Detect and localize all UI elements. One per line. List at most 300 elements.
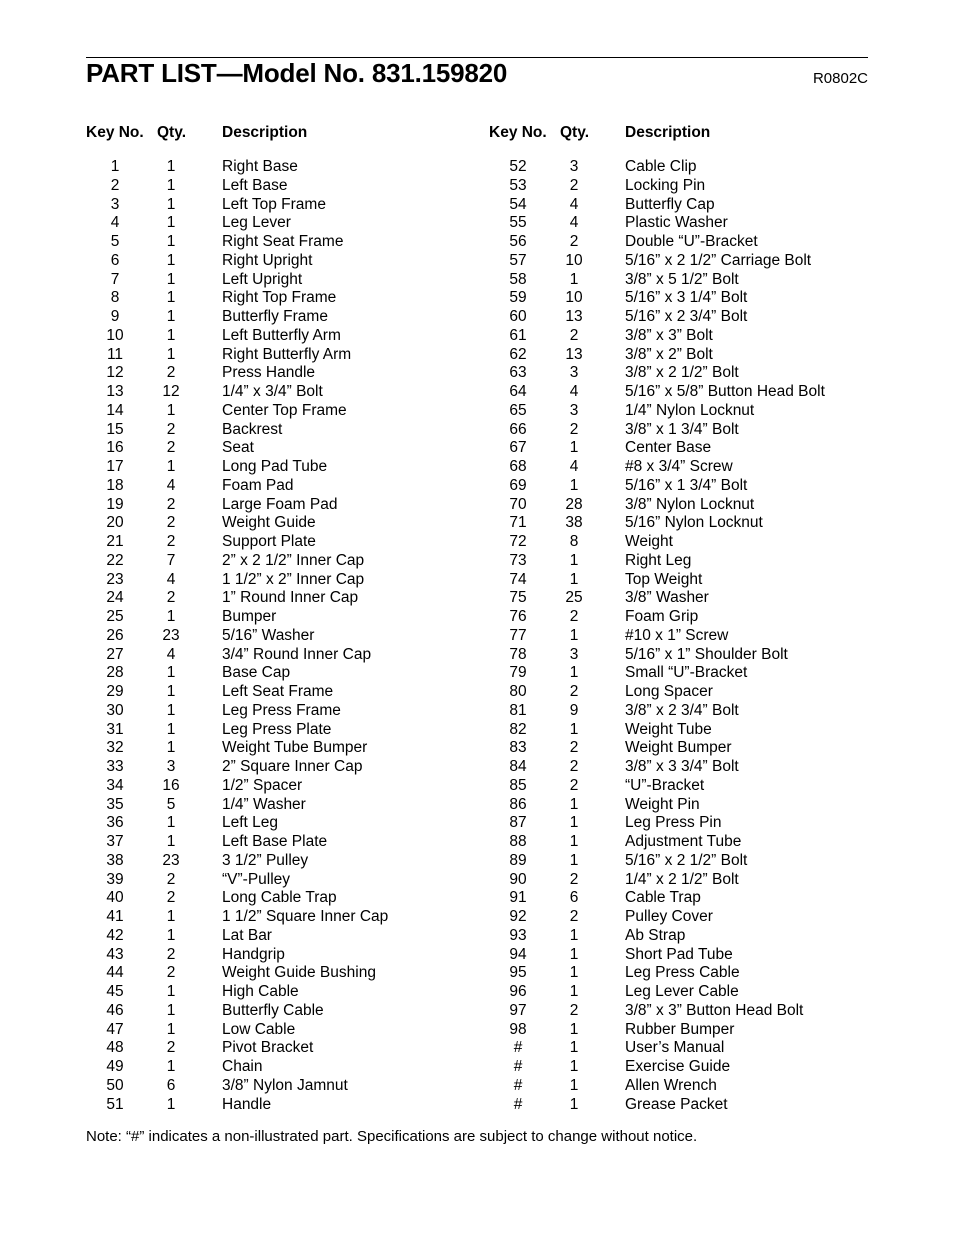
part-qty: 2 (569, 758, 579, 775)
part-description: Weight Guide (222, 514, 316, 532)
part-qty: 2 (569, 233, 579, 250)
part-qty: 1 (166, 814, 176, 832)
part-key-no: 96 (509, 983, 527, 1000)
part-qty: 1 (166, 1001, 176, 1019)
part-key-no: 77 (509, 626, 527, 644)
part-description: 3/8” x 5 1/2” Bolt (625, 270, 739, 288)
part-key-no: 85 (509, 776, 527, 794)
part-key-no: 92 (509, 908, 527, 925)
part-description: Handle (222, 1095, 272, 1113)
part-key-no: 26 (106, 626, 124, 644)
part-description: 5/16” x 2 1/2” Carriage Bolt (625, 251, 812, 269)
part-key-no: 93 (509, 926, 527, 944)
part-qty: 1 (166, 983, 176, 1000)
part-qty: 2 (569, 1001, 579, 1019)
part-description: Grease Packet (625, 1095, 728, 1113)
part-qty: 1 (166, 326, 176, 344)
part-description: 1 1/2” Square Inner Cap (222, 908, 389, 925)
part-key-no: 55 (509, 214, 527, 232)
part-qty: 2 (166, 889, 176, 907)
part-key-no: 65 (509, 401, 527, 419)
part-key-no: 38 (106, 851, 124, 869)
part-description: Right Base (222, 158, 298, 175)
part-key-no: 60 (509, 308, 527, 325)
part-key-no: 73 (509, 551, 527, 569)
part-qty: 1 (166, 1020, 176, 1038)
part-description: Left Base Plate (222, 833, 328, 850)
part-qty: 28 (565, 495, 583, 513)
part-description: Long Cable Trap (222, 889, 337, 907)
part-key-no: 81 (509, 701, 527, 719)
part-qty: 6 (166, 1076, 176, 1094)
part-description: 5/16” x 2 3/4” Bolt (625, 308, 748, 325)
part-qty: 2 (569, 608, 579, 625)
part-key-no: 2 (110, 176, 120, 194)
part-description: Left Seat Frame (222, 683, 334, 700)
part-description: Weight Guide Bushing (222, 964, 376, 982)
part-description: Leg Lever (222, 214, 291, 232)
part-key-no: 47 (106, 1020, 124, 1038)
part-key-no: 64 (509, 383, 527, 400)
part-key-no: 80 (509, 683, 527, 700)
part-qty: 1 (166, 195, 176, 213)
part-qty: 1 (166, 458, 176, 475)
document-code: R0802C (812, 70, 868, 87)
part-qty: 2 (166, 439, 176, 457)
part-key-no: 56 (509, 233, 527, 250)
part-description: 3/8” Nylon Jamnut (222, 1076, 348, 1094)
part-key-no: 76 (509, 608, 527, 625)
part-key-no: # (513, 1039, 523, 1057)
part-key-no: 69 (509, 476, 527, 494)
part-qty: 1 (569, 945, 579, 963)
part-qty: 1 (166, 664, 176, 682)
part-description: Butterfly Cap (625, 195, 715, 213)
part-key-no: # (513, 1058, 523, 1075)
part-qty: 10 (565, 289, 583, 307)
part-key-no: 33 (106, 758, 124, 775)
part-qty: 8 (569, 533, 579, 550)
part-description: High Cable (222, 983, 299, 1000)
part-key-no: 98 (509, 1020, 527, 1038)
part-description: Chain (222, 1058, 263, 1075)
part-key-no: 71 (509, 514, 527, 532)
part-qty: 1 (569, 926, 579, 944)
part-description: Exercise Guide (625, 1058, 731, 1075)
part-description: 3/8” x 2 3/4” Bolt (625, 701, 739, 719)
part-qty: 3 (569, 158, 579, 175)
part-key-no: 52 (509, 158, 527, 175)
part-description: “U”-Bracket (625, 776, 705, 794)
part-qty: 1 (166, 251, 176, 269)
part-qty: 1 (569, 439, 579, 457)
part-qty: 1 (569, 720, 579, 738)
part-key-no: 22 (106, 551, 124, 569)
part-qty: 13 (565, 345, 583, 363)
part-description: 3/8” x 3 3/4” Bolt (625, 758, 739, 775)
part-description: Right Leg (625, 551, 692, 569)
part-description: 5/16” x 1 3/4” Bolt (625, 476, 748, 494)
part-qty: 2 (569, 739, 579, 757)
part-description: 3/8” Nylon Locknut (625, 495, 755, 513)
part-qty: 1 (569, 795, 579, 813)
part-qty: 1 (166, 289, 176, 307)
part-description: 1” Round Inner Cap (222, 589, 359, 607)
part-key-no: 20 (106, 514, 124, 532)
part-key-no: 4 (110, 214, 120, 232)
part-qty: 1 (166, 739, 176, 757)
part-description: Right Seat Frame (222, 233, 344, 250)
part-key-no: 46 (106, 1001, 124, 1019)
part-qty: 1 (569, 833, 579, 850)
part-key-no: 28 (106, 664, 124, 682)
part-description: Right Butterfly Arm (222, 345, 352, 363)
part-key-no: 94 (509, 945, 527, 963)
part-description: Short Pad Tube (625, 945, 733, 963)
part-key-no: 72 (509, 533, 527, 550)
part-description: Bumper (222, 608, 277, 625)
part-key-no: 82 (509, 720, 527, 738)
part-description: Left Leg (222, 814, 279, 832)
part-qty: 2 (569, 326, 579, 344)
part-qty: 2 (569, 176, 579, 194)
part-key-no: 29 (106, 683, 124, 700)
part-qty: 3 (569, 401, 579, 419)
part-key-no: 11 (106, 345, 124, 363)
part-key-no: 44 (106, 964, 124, 982)
part-key-no: 88 (509, 833, 527, 850)
part-key-no: 9 (110, 308, 120, 325)
part-key-no: 13 (106, 383, 124, 400)
part-description: 1 1/2” x 2” Inner Cap (222, 570, 365, 588)
part-key-no: 50 (106, 1076, 124, 1094)
part-description: 3/8” x 2” Bolt (625, 345, 713, 363)
part-qty: 6 (569, 889, 579, 907)
part-key-no: 36 (106, 814, 124, 832)
part-key-no: 43 (106, 945, 124, 963)
part-description: Center Top Frame (222, 401, 347, 419)
part-qty: 1 (166, 158, 176, 175)
part-description: Large Foam Pad (222, 495, 338, 513)
part-qty: 13 (565, 308, 583, 325)
part-qty: 1 (569, 664, 579, 682)
part-description: Right Upright (222, 251, 313, 269)
part-qty: 10 (565, 251, 583, 269)
part-description: Weight Tube Bumper (222, 739, 368, 757)
part-qty: 2 (569, 776, 579, 794)
part-key-no: 97 (509, 1001, 527, 1019)
part-description: Backrest (222, 420, 283, 438)
part-qty: 1 (166, 608, 176, 625)
part-key-no: 49 (106, 1058, 124, 1075)
part-qty: 4 (569, 195, 579, 213)
part-description: Right Top Frame (222, 289, 337, 307)
part-qty: 38 (565, 514, 583, 532)
part-qty: 1 (166, 683, 176, 700)
part-description: Cable Trap (625, 889, 701, 907)
part-key-no: 66 (509, 420, 527, 438)
part-key-no: 41 (106, 908, 124, 925)
part-qty: 4 (166, 476, 176, 494)
part-qty: 1 (166, 401, 176, 419)
part-key-no: 19 (106, 495, 124, 513)
part-qty: 5 (166, 795, 176, 813)
part-key-no: 7 (110, 270, 120, 288)
part-qty: 2 (166, 589, 176, 607)
part-key-no: 59 (509, 289, 527, 307)
part-qty: 12 (162, 383, 180, 400)
part-description: 5/16” Washer (222, 626, 315, 644)
part-description: 2” Square Inner Cap (222, 758, 363, 775)
part-description: 1/4” x 2 1/2” Bolt (625, 870, 739, 888)
part-description: 3/8” Washer (625, 589, 709, 607)
part-description: Allen Wrench (625, 1076, 717, 1094)
part-key-no: 12 (106, 364, 124, 382)
part-description: Top Weight (625, 570, 703, 588)
header-key-no: Key No. (86, 124, 144, 141)
part-key-no: 34 (106, 776, 124, 794)
part-description: Foam Grip (625, 608, 699, 625)
part-qty: 2 (166, 514, 176, 532)
part-key-no: 21 (106, 533, 124, 550)
part-qty: 1 (166, 1058, 176, 1075)
part-description: 1/4” x 3/4” Bolt (222, 383, 323, 400)
part-description: Double “U”-Bracket (625, 233, 758, 250)
part-key-no: 53 (509, 176, 527, 194)
part-description: Support Plate (222, 533, 316, 550)
part-qty: 2 (569, 908, 579, 925)
part-qty: 1 (569, 814, 579, 832)
part-qty: 2 (166, 495, 176, 513)
part-qty: 3 (166, 758, 176, 775)
part-qty: 2 (166, 420, 176, 438)
part-description: Weight (625, 533, 673, 550)
part-description: Leg Press Pin (625, 814, 722, 832)
part-description: 3/8” x 3” Button Head Bolt (625, 1001, 804, 1019)
part-description: Cable Clip (625, 158, 697, 175)
part-key-no: 95 (509, 964, 527, 982)
part-description: Pulley Cover (625, 908, 713, 925)
part-key-no: 58 (509, 270, 527, 288)
part-key-no: 51 (106, 1095, 124, 1113)
part-qty: 3 (569, 364, 579, 382)
part-key-no: 18 (106, 476, 124, 494)
part-description: 5/16” x 2 1/2” Bolt (625, 851, 748, 869)
part-qty: 25 (565, 589, 583, 607)
part-key-no: 14 (106, 401, 124, 419)
part-qty: 1 (569, 1076, 579, 1094)
part-description: 5/16” x 5/8” Button Head Bolt (625, 383, 825, 400)
part-key-no: 27 (106, 645, 124, 663)
part-qty: 1 (166, 908, 176, 925)
part-description: Left Upright (222, 270, 303, 288)
part-description: Long Pad Tube (222, 458, 328, 475)
part-key-no: 42 (106, 926, 124, 944)
part-qty: 4 (166, 645, 176, 663)
part-description: Leg Press Frame (222, 701, 341, 719)
part-description: Leg Lever Cable (625, 983, 739, 1000)
part-qty: 4 (569, 383, 579, 400)
part-key-no: 83 (509, 739, 527, 757)
part-description: 2” x 2 1/2” Inner Cap (222, 551, 365, 569)
part-description: Weight Pin (625, 795, 700, 813)
page-title: PART LIST—Model No. 831.159820 (86, 58, 508, 88)
part-qty: 1 (569, 570, 579, 588)
part-description: Long Spacer (625, 683, 713, 700)
part-key-no: 68 (509, 458, 527, 475)
part-description: “V”-Pulley (222, 870, 291, 888)
part-qty: 3 (569, 645, 579, 663)
footnote: Note: “#” indicates a non-illustrated part. Specifications are subject to change without notice. (86, 1128, 698, 1145)
part-qty: 1 (166, 214, 176, 232)
part-key-no: 15 (106, 420, 124, 438)
part-key-no: 24 (106, 589, 124, 607)
part-key-no: 89 (509, 851, 527, 869)
part-description: Left Base (222, 176, 288, 194)
part-key-no: 30 (106, 701, 124, 719)
part-description: Handgrip (222, 945, 285, 963)
part-key-no: 6 (110, 251, 120, 269)
part-key-no: 70 (509, 495, 527, 513)
part-key-no: 54 (509, 195, 527, 213)
part-description: 3/8” x 1 3/4” Bolt (625, 420, 739, 438)
part-qty: 4 (166, 570, 176, 588)
part-key-no: 79 (509, 664, 527, 682)
part-description: Adjustment Tube (625, 833, 742, 850)
part-qty: 1 (569, 1095, 579, 1113)
part-qty: 1 (569, 1020, 579, 1038)
part-description: Ab Strap (625, 926, 686, 944)
part-key-no: 16 (106, 439, 124, 457)
part-description: Weight Bumper (625, 739, 732, 757)
part-description: Leg Press Plate (222, 720, 332, 738)
part-key-no: 75 (509, 589, 527, 607)
part-description: Rubber Bumper (625, 1020, 735, 1038)
header-description: Description (625, 124, 711, 141)
part-description: Plastic Washer (625, 214, 728, 232)
part-qty: 1 (569, 983, 579, 1000)
part-description: #8 x 3/4” Screw (625, 458, 733, 475)
part-qty: 4 (569, 214, 579, 232)
part-description: Base Cap (222, 664, 291, 682)
part-key-no: 3 (110, 195, 120, 213)
part-qty: 4 (569, 458, 579, 475)
part-key-no: 57 (509, 251, 527, 269)
part-qty: 2 (166, 533, 176, 550)
part-description: 1/4” Washer (222, 795, 306, 813)
part-description: 3/4” Round Inner Cap (222, 645, 372, 663)
part-description: 3/8” x 3” Bolt (625, 326, 713, 344)
part-qty: 7 (166, 551, 176, 569)
part-description: 1/4” Nylon Locknut (625, 401, 755, 419)
part-qty: 23 (162, 851, 180, 869)
part-key-no: 90 (509, 870, 527, 888)
part-description: Leg Press Cable (625, 964, 740, 982)
part-qty: 16 (162, 776, 180, 794)
part-key-no: 10 (106, 326, 124, 344)
part-description: Low Cable (222, 1020, 296, 1038)
part-description: Weight Tube (625, 720, 712, 738)
header-key-no: Key No. (489, 124, 547, 141)
part-key-no: 1 (110, 158, 120, 175)
part-key-no: 62 (509, 345, 527, 363)
part-key-no: 39 (106, 870, 124, 888)
part-description: User’s Manual (625, 1039, 725, 1057)
part-qty: 2 (166, 945, 176, 963)
part-qty: 1 (166, 233, 176, 250)
part-description: Center Base (625, 439, 712, 457)
part-key-no: 32 (106, 739, 124, 757)
part-key-no: 45 (106, 983, 124, 1000)
part-description: 5/16” x 3 1/4” Bolt (625, 289, 748, 307)
part-description: Left Butterfly Arm (222, 326, 341, 344)
part-description: Small “U”-Bracket (625, 664, 748, 682)
part-key-no: 5 (110, 233, 120, 250)
part-description: Butterfly Frame (222, 308, 328, 325)
part-qty: 2 (166, 364, 176, 382)
part-key-no: 40 (106, 889, 124, 907)
part-description: Locking Pin (625, 176, 706, 194)
part-description: Lat Bar (222, 926, 272, 944)
part-qty: 1 (569, 626, 579, 644)
part-description: 5/16” x 1” Shoulder Bolt (625, 645, 788, 663)
part-key-no: 74 (509, 570, 527, 588)
part-description: #10 x 1” Screw (625, 626, 729, 644)
part-description: Left Top Frame (222, 195, 326, 213)
part-description: 3 1/2” Pulley (222, 851, 309, 869)
part-description: Pivot Bracket (222, 1039, 314, 1057)
part-qty: 1 (166, 720, 176, 738)
part-qty: 1 (166, 1095, 176, 1113)
part-key-no: 63 (509, 364, 527, 382)
part-description: Seat (222, 439, 254, 457)
part-qty: 1 (569, 1039, 579, 1057)
part-key-no: 23 (106, 570, 124, 588)
part-description: Press Handle (222, 364, 316, 382)
part-key-no: 87 (509, 814, 527, 832)
part-key-no: 25 (106, 608, 124, 625)
part-key-no: 84 (509, 758, 527, 775)
part-description: 1/2” Spacer (222, 776, 303, 794)
part-qty: 1 (569, 1058, 579, 1075)
part-qty: 2 (569, 870, 579, 888)
part-key-no: # (513, 1095, 523, 1113)
part-qty: 1 (166, 701, 176, 719)
part-description: 5/16” Nylon Locknut (625, 514, 763, 532)
part-key-no: # (513, 1076, 523, 1094)
part-qty: 2 (166, 964, 176, 982)
part-qty: 1 (166, 270, 176, 288)
part-description: Foam Pad (222, 476, 294, 494)
part-qty: 23 (162, 626, 180, 644)
part-key-no: 86 (509, 795, 527, 813)
part-description: Butterfly Cable (222, 1001, 324, 1019)
part-key-no: 48 (106, 1039, 124, 1057)
part-key-no: 78 (509, 645, 527, 663)
part-qty: 1 (166, 176, 176, 194)
part-qty: 2 (166, 1039, 176, 1057)
part-qty: 2 (569, 683, 579, 700)
header-description: Description (222, 124, 308, 141)
part-key-no: 8 (110, 289, 120, 307)
part-qty: 1 (166, 833, 176, 850)
part-qty: 1 (166, 345, 176, 363)
part-qty: 9 (569, 701, 579, 719)
part-qty: 1 (569, 476, 579, 494)
part-qty: 1 (166, 308, 176, 325)
part-qty: 2 (569, 420, 579, 438)
part-key-no: 37 (106, 833, 124, 850)
